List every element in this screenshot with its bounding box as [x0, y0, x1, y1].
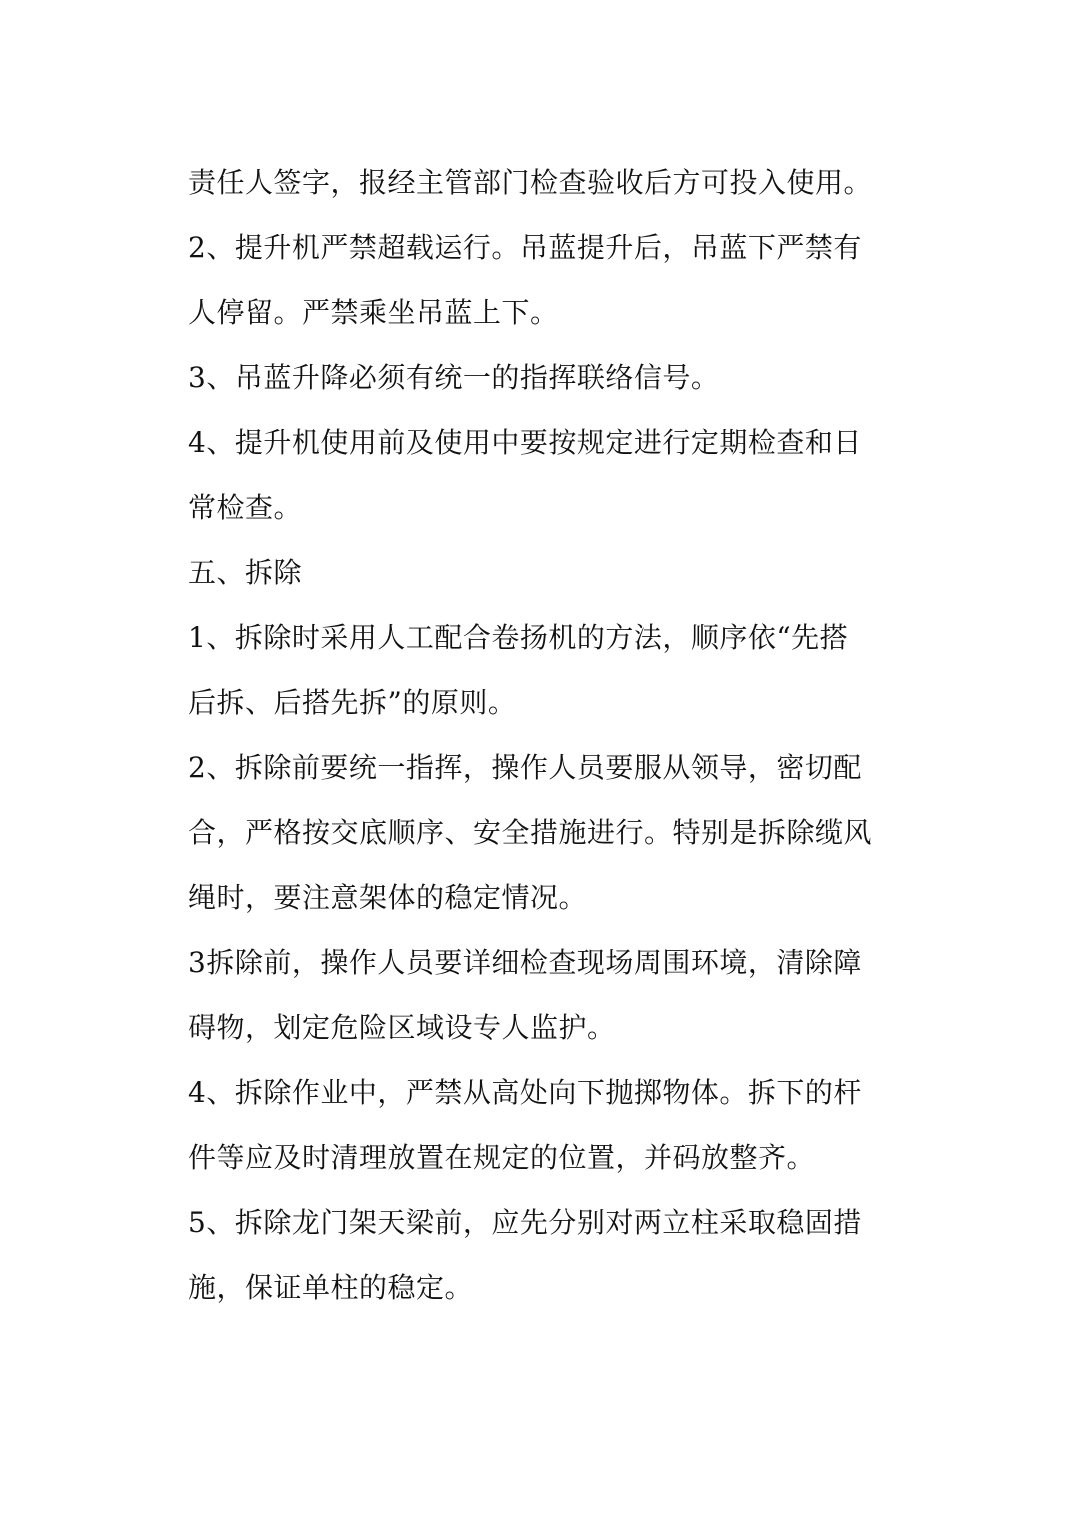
text-line: 施，保证单柱的稳定。 [188, 1271, 474, 1304]
text-line: 1、拆除时采用人工配合卷扬机的方法，顺序依“先搭 [188, 621, 849, 654]
text-line: 3、吊蓝升降必须有统一的指挥联络信号。 [188, 361, 720, 394]
text-line: 3拆除前，操作人员要详细检查现场周围环境，清除障 [188, 946, 862, 979]
text-line: 件等应及时清理放置在规定的位置，并码放整齐。 [188, 1141, 816, 1174]
text-line: 4、拆除作业中，严禁从高处向下抛掷物体。拆下的杆 [188, 1076, 862, 1109]
text-line: 责任人签字，报经主管部门检查验收后方可投入使用。 [188, 166, 873, 199]
text-line: 5、拆除龙门架天梁前，应先分别对两立柱采取稳固措 [188, 1206, 862, 1239]
text-line: 4、提升机使用前及使用中要按规定进行定期检查和日 [188, 426, 862, 459]
text-line: 合，严格按交底顺序、安全措施进行。特别是拆除缆风 [188, 816, 873, 849]
text-line: 2、提升机严禁超载运行。吊蓝提升后，吊蓝下严禁有 [188, 231, 862, 264]
text-line: 2、拆除前要统一指挥，操作人员要服从领导，密切配 [188, 751, 862, 784]
text-line: 常检查。 [188, 491, 303, 524]
text-line: 人停留。严禁乘坐吊蓝上下。 [188, 296, 559, 329]
section-heading: 五、拆除 [188, 556, 303, 589]
text-line: 后拆、后搭先拆”的原则。 [188, 686, 517, 719]
text-line: 绳时，要注意架体的稳定情况。 [188, 881, 588, 914]
text-line: 碍物，划定危险区域设专人监护。 [188, 1011, 616, 1044]
